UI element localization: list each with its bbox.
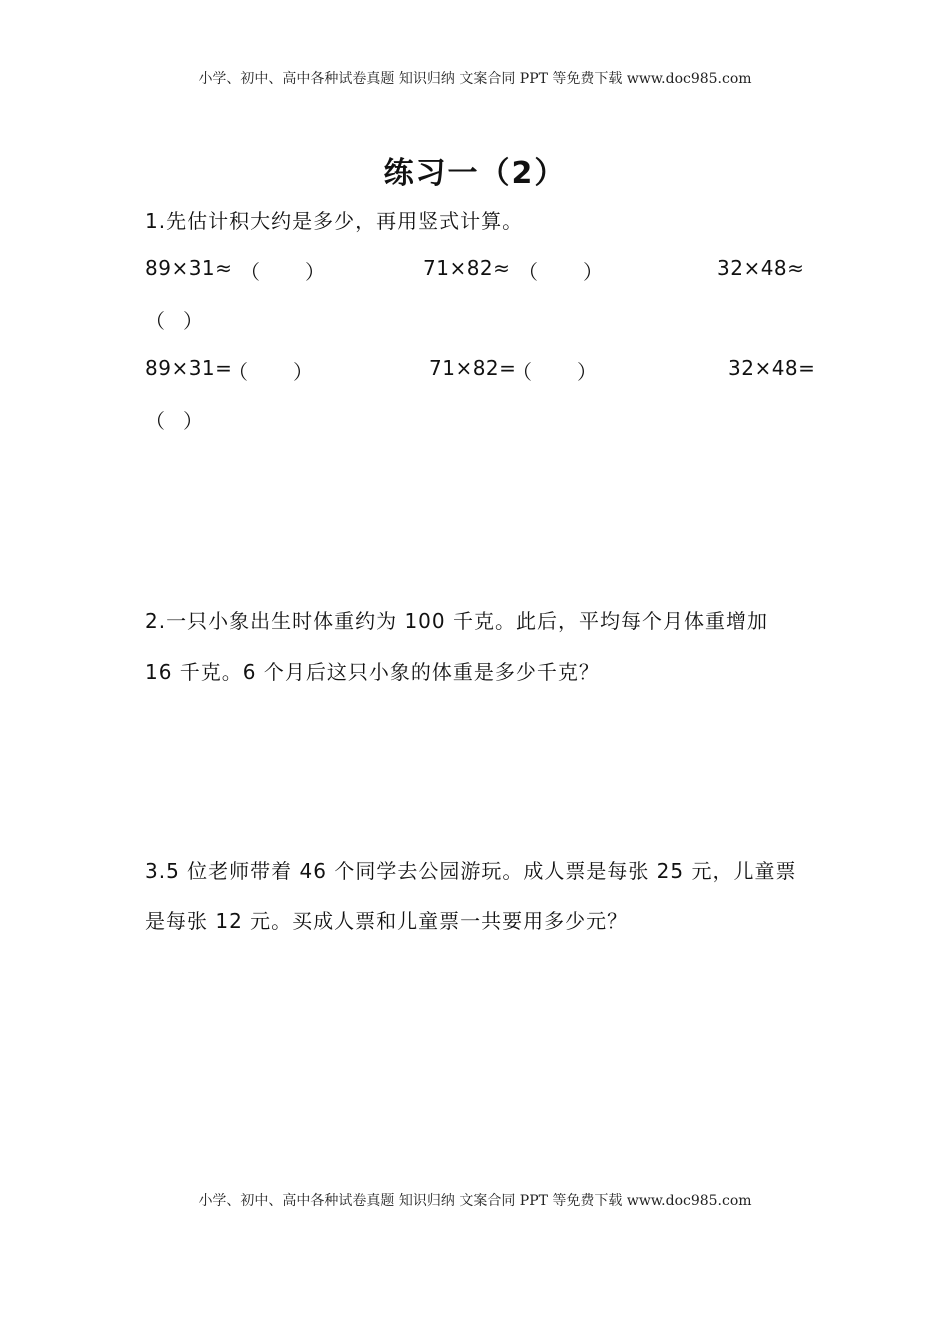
question-3-line-2: 是每张 12 元。买成人票和儿童票一共要用多少元？	[145, 909, 629, 933]
open-paren: （	[145, 309, 165, 333]
question-3-line-1: 3.5 位老师带着 46 个同学去公园游玩。成人票是每张 25 元，儿童票	[145, 859, 797, 883]
estimate-expression-1: 89×31≈	[145, 256, 233, 280]
estimate-blank-1	[240, 256, 325, 285]
exact-blank-1	[228, 356, 313, 385]
open-paren: （	[518, 260, 538, 284]
close-paren: ）	[183, 309, 203, 333]
close-paren: ）	[305, 260, 325, 284]
open-paren: （	[240, 260, 260, 284]
close-paren: ）	[577, 360, 597, 384]
close-paren: ）	[583, 260, 603, 284]
exact-expression-3: 32×48=	[728, 356, 816, 380]
page-header: 小学、初中、高中各种试卷真题 知识归纳 文案合同 PPT 等免费下载 www.doc985.com	[198, 71, 752, 87]
estimate-blank-3	[145, 305, 203, 334]
estimate-expression-3: 32×48≈	[717, 256, 805, 280]
page-title: 练习一（2）	[383, 156, 567, 191]
exact-expression-2: 71×82=	[429, 356, 517, 380]
page-footer: 小学、初中、高中各种试卷真题 知识归纳 文案合同 PPT 等免费下载 www.doc985.com	[198, 1193, 752, 1209]
exact-blank-2	[512, 356, 597, 385]
question-2-line-2: 16 千克。6 个月后这只小象的体重是多少千克？	[145, 660, 600, 684]
estimate-blank-2	[518, 256, 603, 285]
exact-blank-3	[145, 405, 203, 434]
open-paren: （	[228, 360, 248, 384]
estimate-expression-2: 71×82≈	[423, 256, 511, 280]
close-paren: ）	[183, 409, 203, 433]
open-paren: （	[145, 409, 165, 433]
open-paren: （	[512, 360, 532, 384]
close-paren: ）	[293, 360, 313, 384]
question-2-line-1: 2.一只小象出生时体重约为 100 千克。此后，平均每个月体重增加	[145, 609, 768, 633]
question-1-prompt: 1.先估计积大约是多少，再用竖式计算。	[145, 209, 524, 233]
exact-expression-1: 89×31=	[145, 356, 233, 380]
